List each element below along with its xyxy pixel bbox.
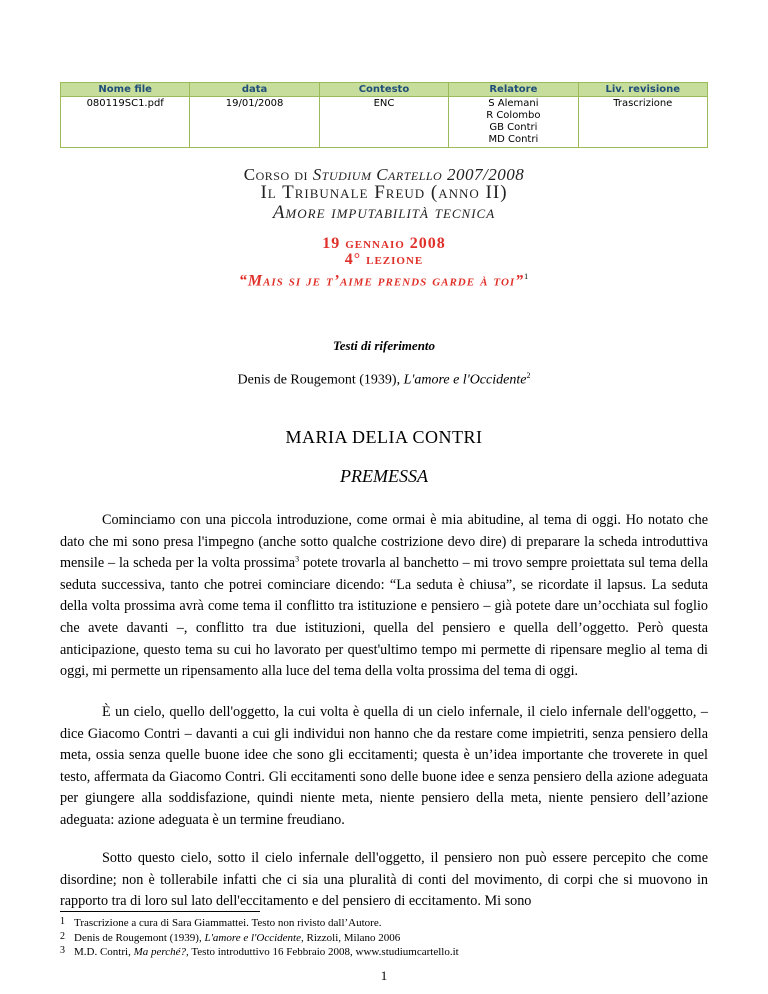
footnote-ref: 3 [295,554,300,564]
motto-text: “Mais si je t’aime prends garde à toi” [238,272,525,290]
paragraph-text: potete trovarla al banchetto – mi trovo sempre proiettata sul tema della seduta successiva, tanto che potrei cominciare dicendo: “La seduta è chiusa”, se ricordate il lapsus. La seduta della volta prossima avrà come tema il conflitto tra istituzione e pensiero – già potete dare un’occhiata sul foglio che avete davanti –, conflitto tra due istituzioni, quella del pensiero e quella dell’oggetto. Però questa anticipazione, questo tema su cui ho lavorato per quest'ultimo tempo mi permette di ripensare meglio al tema di oggi, mi permette un ripensamento alla luce del tema della volta prossima del tema di oggi. [60,555,708,680]
table-row [61,97,708,148]
author-name: MARIA DELIA CONTRI [285,427,483,447]
reference-citation [0,371,768,389]
footnote-text: M.D. Contri, [74,946,134,958]
citation-author: Denis de Rougemont (1939), [237,372,404,388]
speaker-name: GB Contri [489,122,538,133]
document-metadata-table [60,82,708,148]
header-file-name: Nome file [61,83,190,97]
citation-title: L'amore e l'Occidente [403,372,527,388]
speaker-name: R Colombo [486,110,541,121]
references-label: Testi di riferimento [332,338,436,353]
course-year: 2007/2008 [442,165,525,184]
footnote-text: Denis de Rougemont (1939), [74,931,205,944]
speaker-name: MD Contri [488,134,539,145]
lesson-number: 4° lezione [344,251,424,268]
header-speaker: Relatore [449,83,578,97]
footnote-ref: 2 [526,371,531,380]
footnote-title: L'amore e l'Occidente, [204,931,304,944]
footnote-text: Trascrizione a cura di Sara Giammattei. Testo non rivisto dall’Autore. [74,917,382,929]
cell-context: ENC [319,97,448,148]
lesson-date: 19 gennaio 2008 [322,235,446,252]
speaker-name: S Alemani [488,98,539,109]
footnotes [60,916,708,960]
paragraph: È un cielo, quello dell'oggetto, la cui volta è quella di un cielo infernale, il cielo infernale dell'oggetto, – dice Giacomo Contri – davanti a cui gli individui non hanno che da restare come impietriti, senza pensiero della meta, ossia senza quelle buone idee che sono gli eccitamenti; questa è un’idea importante che troverete in quel testo, affermata da Giacomo Contri. Gli eccitamenti sono delle buone idee e senza pensiero della azione adeguata per giungere alla soddisfazione, quindi niente meta, niente pensiero della meta, niente pensiero dell’azione adeguata: azione adeguata è un termine freudiano. [60,704,708,828]
header-context: Contesto [319,83,448,97]
footnote-number: 3 [60,945,65,956]
footnote [60,945,708,960]
footnote-number: 1 [60,916,65,927]
paragraph [60,510,708,683]
footnote-separator [60,911,260,912]
course-prefix: Corso di [243,165,313,184]
footnote-text: , Testo introduttivo 16 Febbraio 2008, www.studiumcartello.it [186,946,459,958]
paragraph-text: Cominciamo con una piccola introduzione, come ormai è mia abitudine, al tema di oggi. Ho notato che dato che mi sono presa l'impegno (anche sotto qualche costrizione devo dire) di preparare la scheda introduttiva mensile – la scheda per la volta prossima [60,512,708,572]
paragraph: Sotto questo cielo, sotto il cielo infernale dell'oggetto, il pensiero non può essere percepito che come disordine; non è tollerabile infatti che ci sia una pluralità di conti del movimento, di corpi che si muovono in rapporto tra di loro sul lato dell'eccitamento e del pensiero di eccitamento. Mi sono [60,850,708,910]
footnote-ref: 1 [524,272,530,281]
footnote-number: 2 [60,930,65,942]
footnote-text: Rizzoli, Milano 2006 [303,931,401,944]
footnote-title: Ma perché? [133,946,187,958]
page-number: 1 [380,968,388,983]
footnote [60,916,708,931]
lesson-motto [0,268,768,290]
footnote [60,931,708,946]
series-title: Il Tribunale Freud (anno II) [260,182,508,203]
course-name: Studium Cartello [312,165,443,184]
header-date: data [190,83,319,97]
theme-title: Amore imputabilità tecnica [272,202,496,223]
section-title: PREMESSA [340,466,428,486]
cell-date: 19/01/2008 [190,97,319,148]
cell-speakers [449,97,578,148]
header-revision: Liv. revisione [578,83,707,97]
cell-file-name: 080119SC1.pdf [61,97,190,148]
cell-revision: Trascrizione [578,97,707,148]
